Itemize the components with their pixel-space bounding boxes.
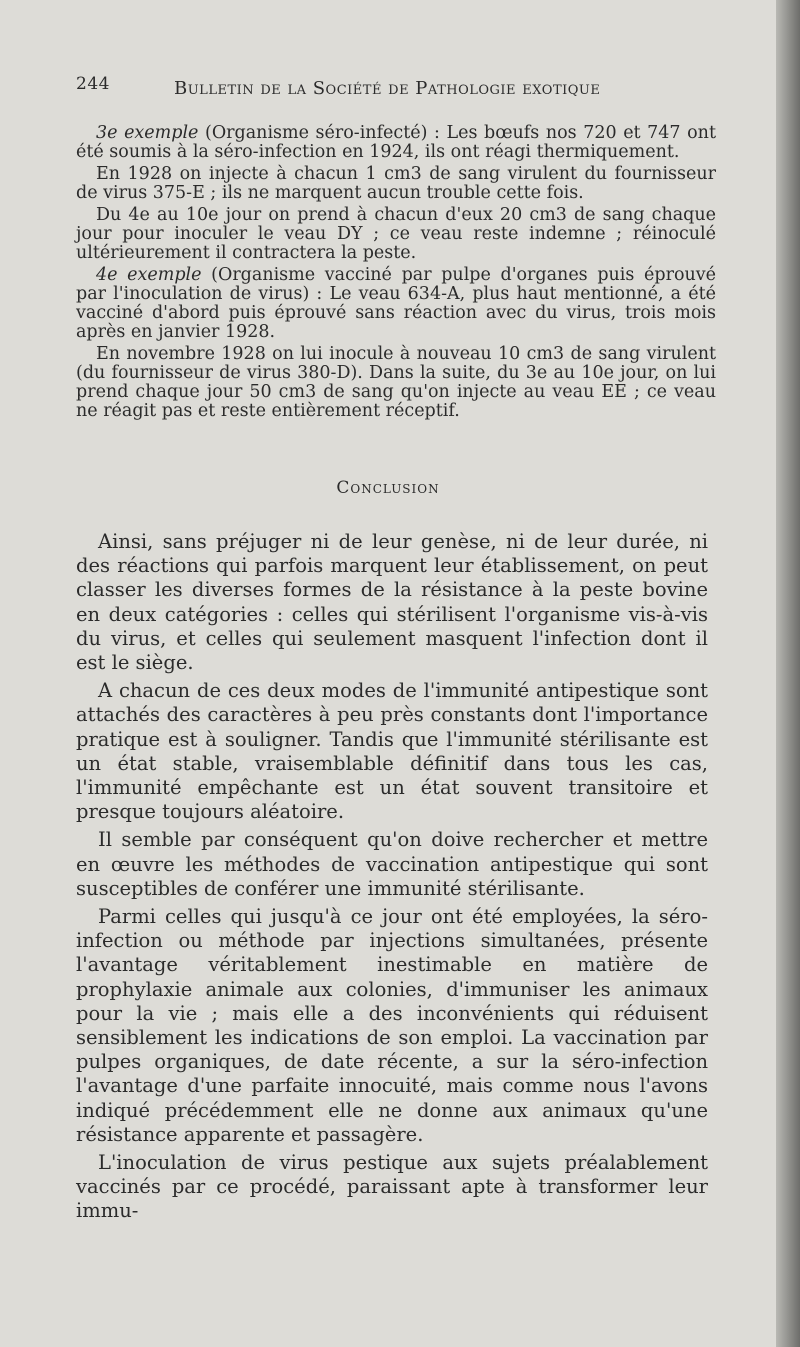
journal-title: Bulletin de la Société de Pathologie exotique	[174, 78, 601, 99]
example-paragraph	[76, 345, 716, 421]
conclusion-paragraph: Il semble par conséquent qu'on doive rechercher et mettre en œuvre les méthodes de vaccination antipestique qui sont susceptibles de conférer une immunité stérilisante.	[76, 828, 708, 900]
example-paragraph	[76, 165, 716, 203]
example-text: Du 4e au 10e jour on prend à chacun d'eux 20 cm3 de sang chaque jour pour inoculer le veau DY ; ce veau reste indemne ; réinoculé ultérieurement il contractera la peste.	[76, 205, 716, 263]
conclusion-paragraph: Ainsi, sans préjuger ni de leur genèse, ni de leur durée, ni des réactions qui parfois marquent leur établissement, on peut classer les diverses formes de la résistance à la peste bovine en deux catégories : celles qui stérilisent l'organisme vis-à-vis du virus, et celles qui seulement masquent l'infection dont il est le siège.	[76, 530, 708, 675]
conclusion-paragraph: Parmi celles qui jusqu'à ce jour ont été employées, la séro-infection ou méthode par injections simultanées, présente l'avantage véritablement inestimable en matière de prophylaxie animale aux colonies, d'immuniser les animaux pour la vie ; mais elle a des inconvénients qui réduisent sensiblement les indications de son emploi. La vaccination par pulpes organiques, de date récente, a sur la séro-infection l'avantage d'une parfaite innocuité, mais comme nous l'avons indiqué précédemment elle ne donne aux animaux qu'une résistance apparente et passagère.	[76, 905, 708, 1146]
example-text: En 1928 on injecte à chacun 1 cm3 de sang virulent du fournisseur de virus 375-E ; ils ne marquent aucun trouble cette fois.	[76, 164, 716, 203]
conclusion-paragraph: L'inoculation de virus pestique aux sujets préalablement vaccinés par ce procédé, paraissant apte à transformer leur immu-	[76, 1151, 708, 1223]
example-lead: 4e exemple	[96, 265, 202, 285]
example-text: En novembre 1928 on lui inocule à nouveau 10 cm3 de sang virulent (du fournisseur de virus 380-D). Dans la suite, du 3e au 10e jour, on lui prend chaque jour 50 cm3 de sang qu'on injecte au veau EE ; ce veau ne réagit pas et reste entièrement réceptif.	[76, 344, 716, 421]
example-lead: 3e exemple	[96, 123, 199, 143]
example-paragraph	[76, 124, 716, 162]
example-paragraph	[76, 266, 716, 342]
conclusion-body	[76, 530, 708, 1224]
examples-block	[76, 124, 716, 421]
section-title: Conclusion	[336, 478, 440, 498]
conclusion-paragraph: A chacun de ces deux modes de l'immunité antipestique sont attachés des caractères à peu près constants dont l'importance pratique est à souligner. Tandis que l'immunité stérilisante est un état stable, vraisemblable définitif dans tous les cas, l'immunité empêchante est un état souvent transitoire et presque toujours aléatoire.	[76, 679, 708, 824]
page-number: 244	[76, 74, 110, 94]
page-edge-shadow	[776, 0, 800, 1347]
example-paragraph	[76, 206, 716, 263]
example-text: (Organisme vacciné par pulpe d'organes puis éprouvé par l'inoculation de virus) : Le veau 634-A, plus haut mentionné, a été vacciné d'abord puis éprouvé sans réaction avec du virus, trois mois après en janvier 1928.	[76, 265, 716, 342]
example-text: (Organisme séro-infecté) : Les bœufs nos 720 et 747 ont été soumis à la séro-infection en 1924, ils ont réagi thermiquement.	[76, 123, 716, 162]
